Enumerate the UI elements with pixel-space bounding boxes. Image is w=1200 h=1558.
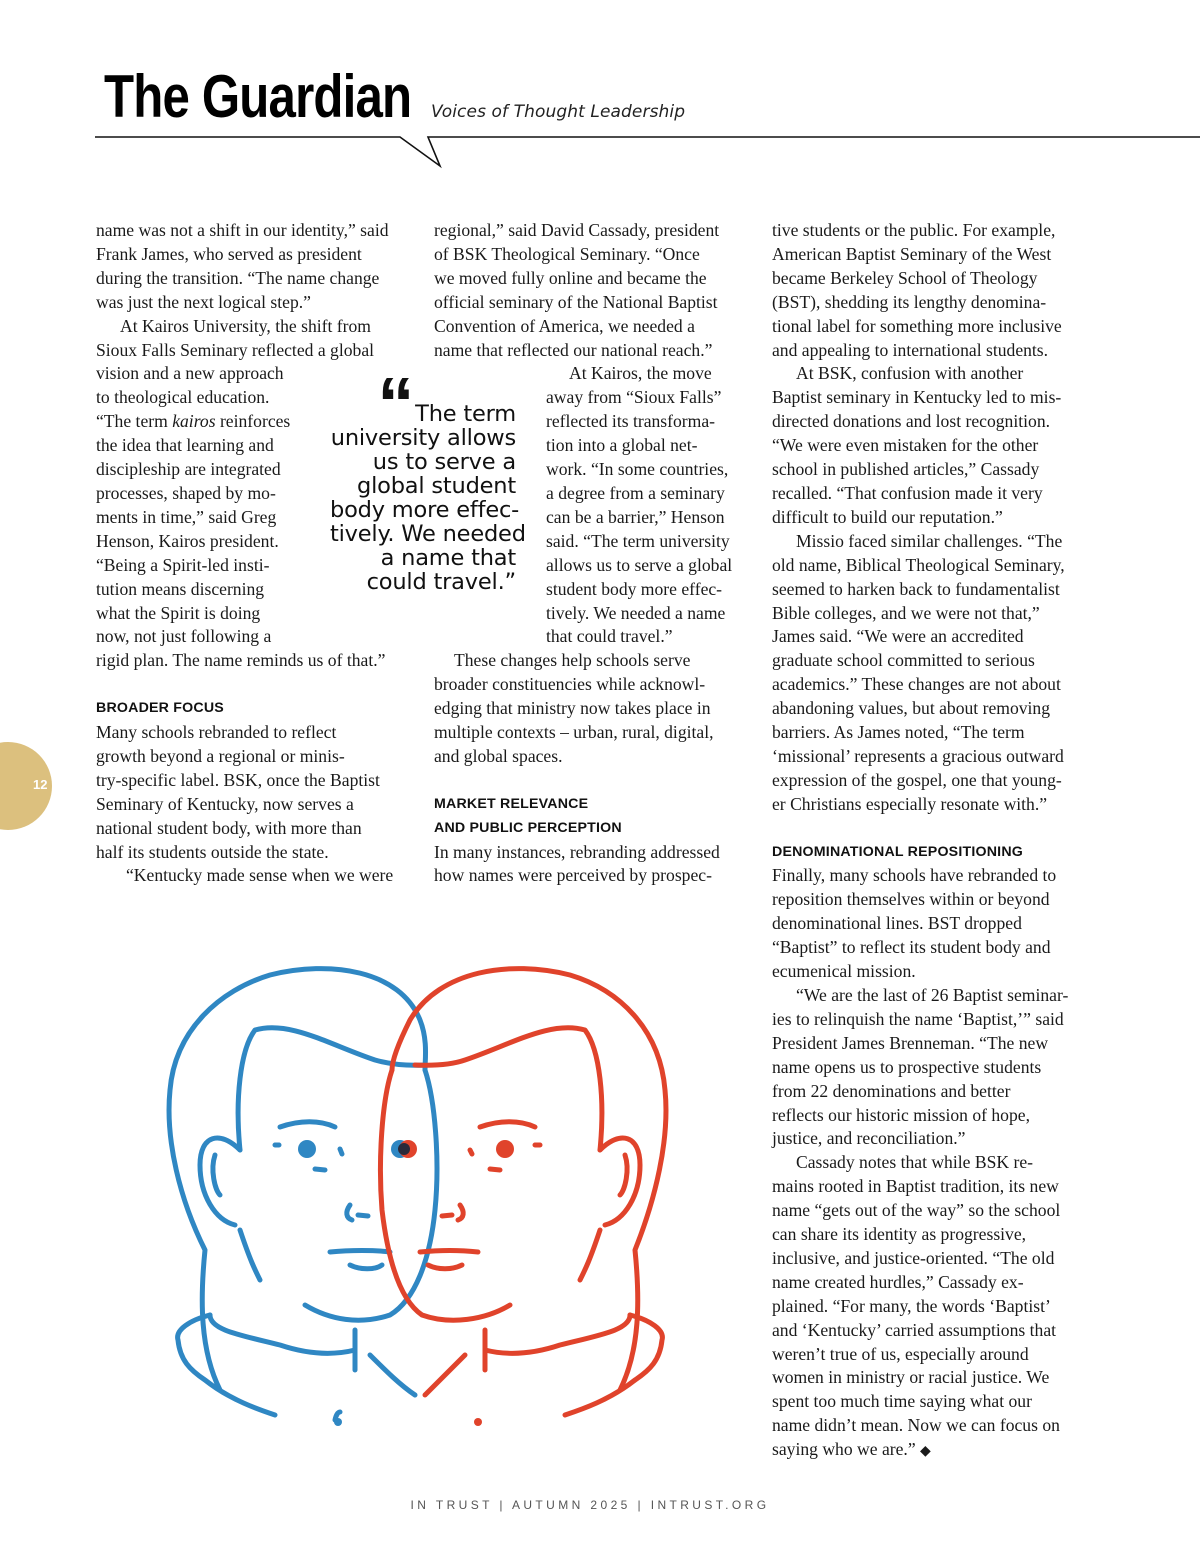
article-column-3 [772,219,1090,1464]
open-quote-icon: “ [377,362,415,445]
paragraph: tive students or the public. For example, American Baptist Seminary of the West became Berkeley School of Theology (BST), shedding its lengthy denomina- tional label for something more inclusive and appealing to international students. [772,220,1062,360]
paragraph: Finally, many schools have rebranded to reposition themselves within or beyond denominational lines. BST dropped “Baptist” to reflect its student body and ecumenical mission. [772,865,1057,982]
masthead-title: The Guardian [104,63,412,130]
masthead-tagline: Voices of Thought Leadership [431,102,686,122]
end-diamond-icon: ◆ [920,1444,931,1460]
paragraph: At Kairos University, the shift from Sioux Falls Seminary reflected a global vision and a new approach to theological education. “The term kairos reinforces the idea that learning and discipleship are integrated processes, shaped by mo- ments in time,” said Greg Henson, Kairos president. “Being a Spirit-led insti- tution means discerning what the Spirit is doing now, not just following a rigid plan. The name reminds us of that.” [96,315,386,671]
overlap-eye-icon [391,1140,417,1158]
paragraph: name was not a shift in our identity,” said Frank James, who served as president during the transition. “The name change was just the next logical step.” [96,220,389,312]
two-faces-illustration [160,950,680,1430]
page-number: 12 [33,777,48,792]
italic-term: kairos [172,411,216,432]
paragraph: In many instances, rebranding addressed how names were perceived by prospec- [434,841,720,886]
paragraph: “We are the last of 26 Baptist seminar- ies to relinquish the name ‘Baptist,’” said President James Brenneman. “The new name opens us to prospective students from 22 denominations and better reflects our historic mission of hope, justice, and reconciliation.” [772,984,1069,1149]
paragraph: These changes help schools serve broader constituencies while acknowl- edging that ministry now takes place in multiple contexts – urban, rural, digital, and global spaces. [434,650,714,766]
paragraph: “Kentucky made sense when we were [126,865,394,886]
pull-quote: “The term university allows us to serve a global student body more effec- tively. We needed a name that could travel.” [330,362,526,595]
page-footer: IN TRUST | AUTUMN 2025 | INTRUST.ORG [410,1498,770,1512]
paragraph: Missio faced similar challenges. “The old name, Biblical Theological Seminary, seemed to harken back to fundamentalist Bible colleges, and we were not that,” James said. “We were an accredited graduate school committed to serious academics.” These changes are not about abandoning values, but about removing barriers. As James noted, “The term ‘missional’ represents a gracious outward expression of the gospel, one that young- er Christians especially resonate with.” [772,530,1065,814]
paragraph: Many schools rebranded to reflect growth beyond a regional or minis- try-specific label. BSK, once the Baptist Seminary of Kentucky, now serves a national student body, with more than half its students outside the state. [96,722,380,862]
blue-face-drawing [169,969,437,1426]
paragraph: At Kairos, the move away from “Sioux Falls” reflected its transforma- tion into a global net- work. “In some countries, a degree from a seminary can be a barrier,” Henson said. “The term university allows us to serve a global student body more effec- tively. We needed a name that could travel.” [546,363,733,647]
paragraph: At BSK, confusion with another Baptist seminary in Kentucky led to mis- directed donations and lost recognition. “We were even mistaken for the other school in published articles,” Cassady recalled. “That confusion made it very difficult to build our reputation.” [772,363,1062,527]
article-column-2 [434,219,752,888]
section-heading-market-relevance: MARKET RELEVANCE AND PUBLIC PERCEPTION [434,795,622,836]
paragraph: Cassady notes that while BSK re- mains rooted in Baptist tradition, its new name “gets out of the way” so the school can share its identity as progressive, inclusive, and justice-oriented. “The old name created hurdles,” Cassady ex- plained. “For many, the words ‘Baptist’ and ‘Kentucky’ carried assumptions that weren’t true of us, especially around women in ministry or racial justice. We spent too much time saying what our name didn’t mean. Now we can focus on saying who we are.” ◆ [772,1152,1061,1460]
section-heading-denominational-repositioning: DENOMINATIONAL REPOSITIONING [772,843,1023,860]
section-heading-broader-focus: BROADER FOCUS [96,700,224,717]
paragraph: regional,” said David Cassady, president of BSK Theological Seminary. “Once we moved fully online and became the official seminary of the National Baptist Convention of America, we needed a name that reflected our national reach.” [434,220,720,360]
